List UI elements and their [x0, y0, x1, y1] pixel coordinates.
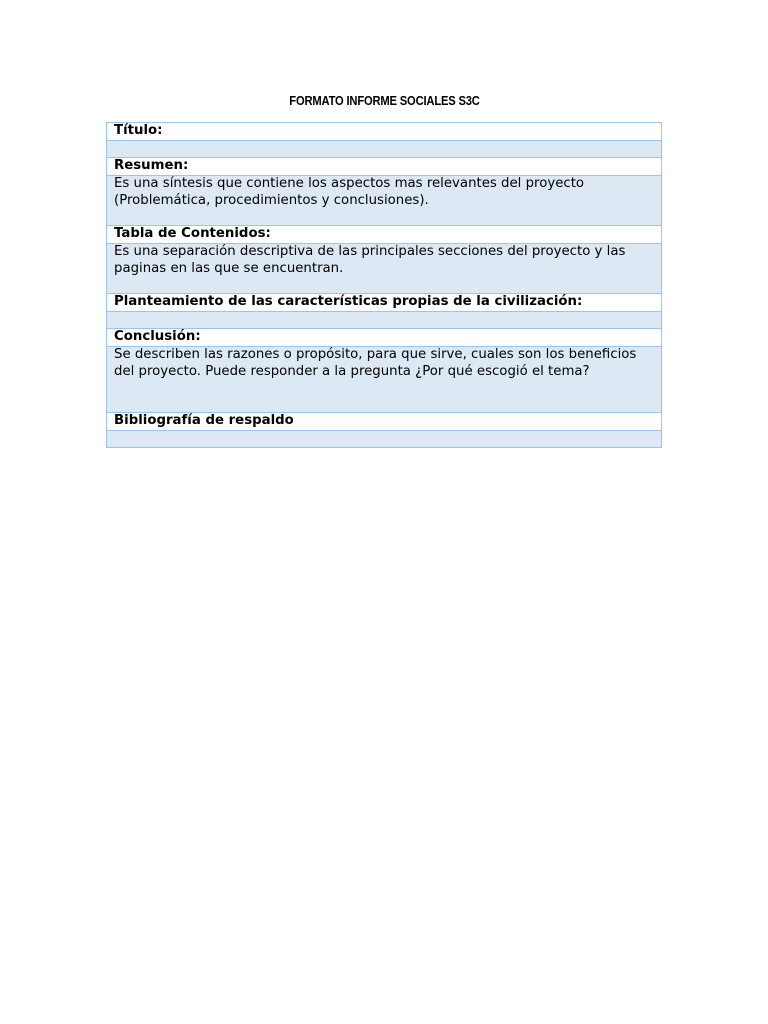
section-heading-row [107, 123, 662, 141]
section-body-row [107, 176, 662, 226]
section-body-resumen: Es una síntesis que contiene los aspectos mas relevantes del proyecto (Problemática, procedimientos y conclusiones). [107, 176, 662, 226]
document-title: FORMATO INFORME SOCIALES S3C [289, 93, 480, 108]
section-body-bibliografia [107, 431, 662, 448]
section-heading-titulo: Título: [107, 123, 662, 141]
section-heading-planteamiento: Planteamiento de las características propias de la civilización: [107, 294, 662, 312]
report-format-table [106, 122, 662, 448]
section-heading-row [107, 226, 662, 244]
section-body-row [107, 141, 662, 158]
section-heading-bibliografia: Bibliografía de respaldo [107, 413, 662, 431]
section-heading-row [107, 158, 662, 176]
section-body-planteamiento [107, 312, 662, 329]
section-body-conclusion: Se describen las razones o propósito, para que sirve, cuales son los beneficios del proyecto. Puede responder a la pregunta ¿Por qué escogió el tema? [107, 347, 662, 413]
section-body-titulo [107, 141, 662, 158]
section-body-row [107, 347, 662, 413]
section-heading-resumen: Resumen: [107, 158, 662, 176]
section-body-row [107, 312, 662, 329]
section-body-row [107, 431, 662, 448]
section-body-row [107, 244, 662, 294]
section-heading-row [107, 329, 662, 347]
section-heading-tabla-de-contenidos: Tabla de Contenidos: [107, 226, 662, 244]
section-heading-conclusion: Conclusión: [107, 329, 662, 347]
section-heading-row [107, 294, 662, 312]
section-heading-row [107, 413, 662, 431]
section-body-tabla-de-contenidos: Es una separación descriptiva de las principales secciones del proyecto y las paginas en las que se encuentran. [107, 244, 662, 294]
